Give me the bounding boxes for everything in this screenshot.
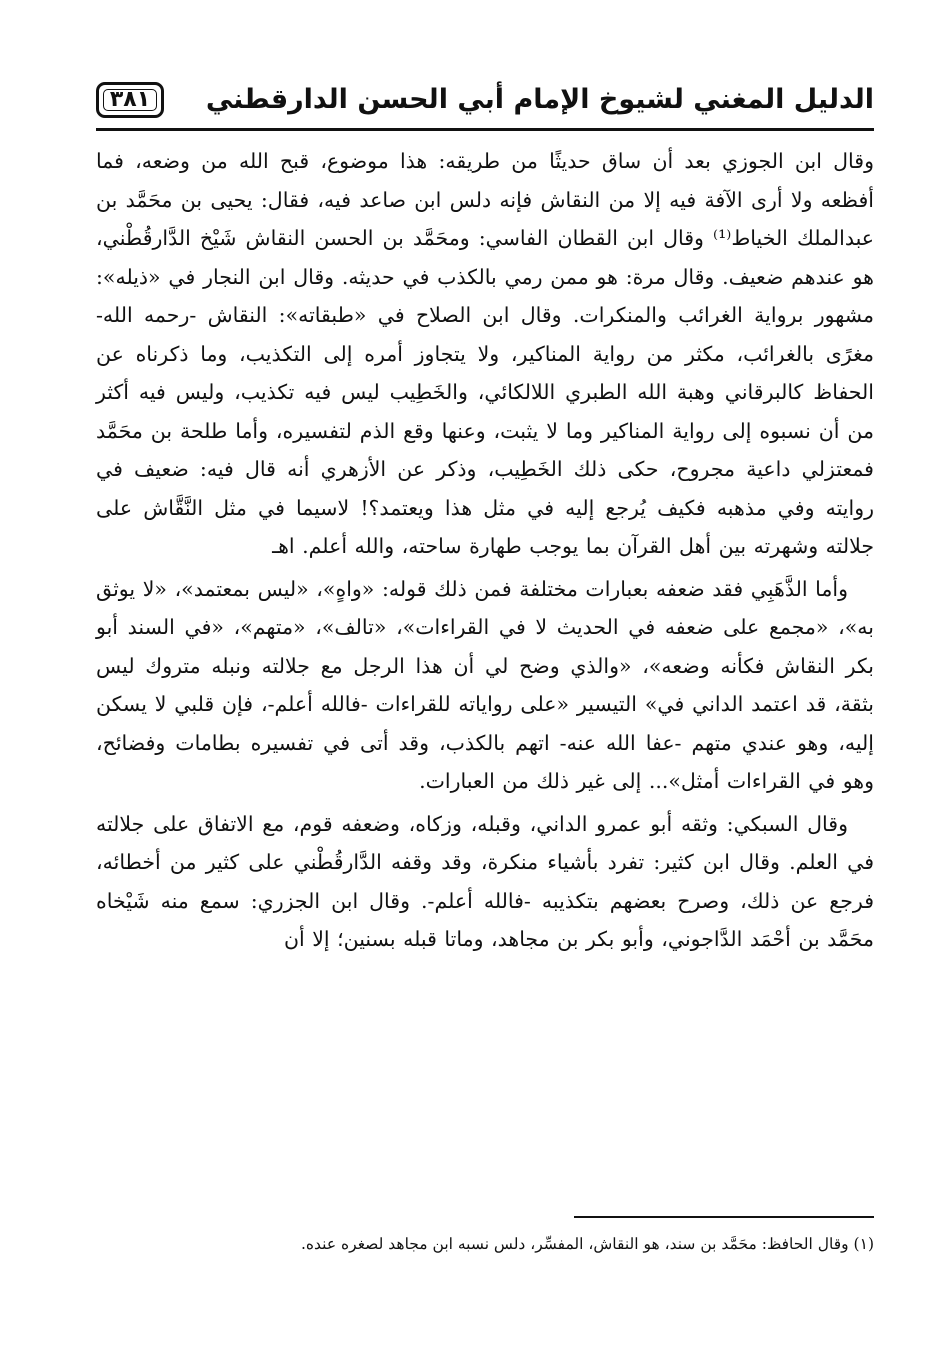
paragraph-3: وقال السبكي: وثقه أبو عمرو الداني، وقبله، وزكاه، وضعفه قوم، مع الاتفاق على جلالته في العلم. وقال ابن كثير: تفرد بأشياء منكرة، وقد وقفه الدَّارقُطْني على كثير من أخطائه، فرجع عن ذلك، وصرح بعضهم بتكذيبه -فالله أعلم-. وقال ابن الجزري: سمع منه شَيْخاه محَمَّد بن أحْمَد الدَّاجوني، وأبو بكر بن مجاهد، وماتا قبله بسنين؛ إلا أن bbox=[96, 811, 874, 951]
page-number-frame bbox=[96, 82, 164, 118]
running-header-title: الدليل المغني لشيوخ الإمام أبي الحسن الدارقطني bbox=[205, 84, 874, 115]
running-header bbox=[96, 80, 874, 126]
paragraph-2: وأما الذَّهَبِي فقد ضعفه بعبارات مختلفة فمن ذلك قوله: «واهٍ»، «ليس بمعتمد»، «لا يوثق به»، «مجمع على ضعفه في الحديث لا في القراءات»، «تالف»، «متهم»، «في السند أبو بكر النقاش فكأنه وضعه»، «والذي وضح لي أن هذا الرجل مع جلالته ونبله متروك ليس بثقة، قد اعتمد الداني في» التيسير «على رواياته للقراءات -فالله أعلم-، فإن قلبي لا يسكن إليه، وهو عندي متهم -عفا الله عنه- اتهم بالكذب، وقد أتى في تفسيره بطامات وفضائح، وهو في القراءات أمثل»... إلى غير ذلك من العبارات. bbox=[96, 576, 874, 793]
main-text bbox=[96, 142, 874, 963]
footnote-divider bbox=[574, 1216, 874, 1218]
footnote: (١) وقال الحافظ: محَمَّد بن سند، هو النقاش، المفسِّر، دلس نسبه ابن مجاهد لصغره عنده. bbox=[300, 1235, 874, 1253]
header-divider bbox=[96, 128, 874, 131]
page-number: ٣٨١ bbox=[109, 87, 151, 112]
paragraph-1: وقال ابن الجوزي بعد أن ساق حديثًا من طريقه: هذا موضوع، قبح الله من وضعه، فما أفظعه ولا أرى الآفة فيه إلا من النقاش فإنه دلس ابن صاعد فيه، فقال: يحيى بن محَمَّد بن عبدالملك الخياط⁽¹⁾ وقال ابن القطان الفاسي: ومحَمَّد بن الحسن النقاش شَيْخ الدَّارقُطْني، هو عندهم ضعيف. وقال مرة: هو ممن رمي بالكذب في حديثه. وقال ابن النجار في «ذيله»: مشهور برواية الغرائب والمنكرات. وقال ابن الصلاح في «طبقاته»: النقاش -رحمه الله- مغرًى بالغرائب، مكثر من رواية المناكير، ولا يتجاوز أمره إلى التكذيب، وما ذكرناه عن الحفاظ كالبرقاني وهبة الله الطبري اللالكائي، والخَطِيب ليس فيه تكذيب، وليس فيه أكثر من أن نسبوه إلى رواية المناكير وما لا يثبت، وعنها وقع الذم لتفسيره، وأما طلحة بن محَمَّد فمعتزلي داعية مجروح، حكى ذلك الخَطِيب، وذكر عن الأزهري أنه قال فيه: ضعيف في روايته وفي مذهبه فكيف يُرجع إليه في مثل هذا ويعتمد؟! لاسيما في مثل النَّقَّاش على جلالته وشهرته بين أهل القرآن بما يوجب طهارة ساحته، والله أعلم. اهـ bbox=[96, 149, 874, 558]
book-page bbox=[96, 60, 874, 1320]
